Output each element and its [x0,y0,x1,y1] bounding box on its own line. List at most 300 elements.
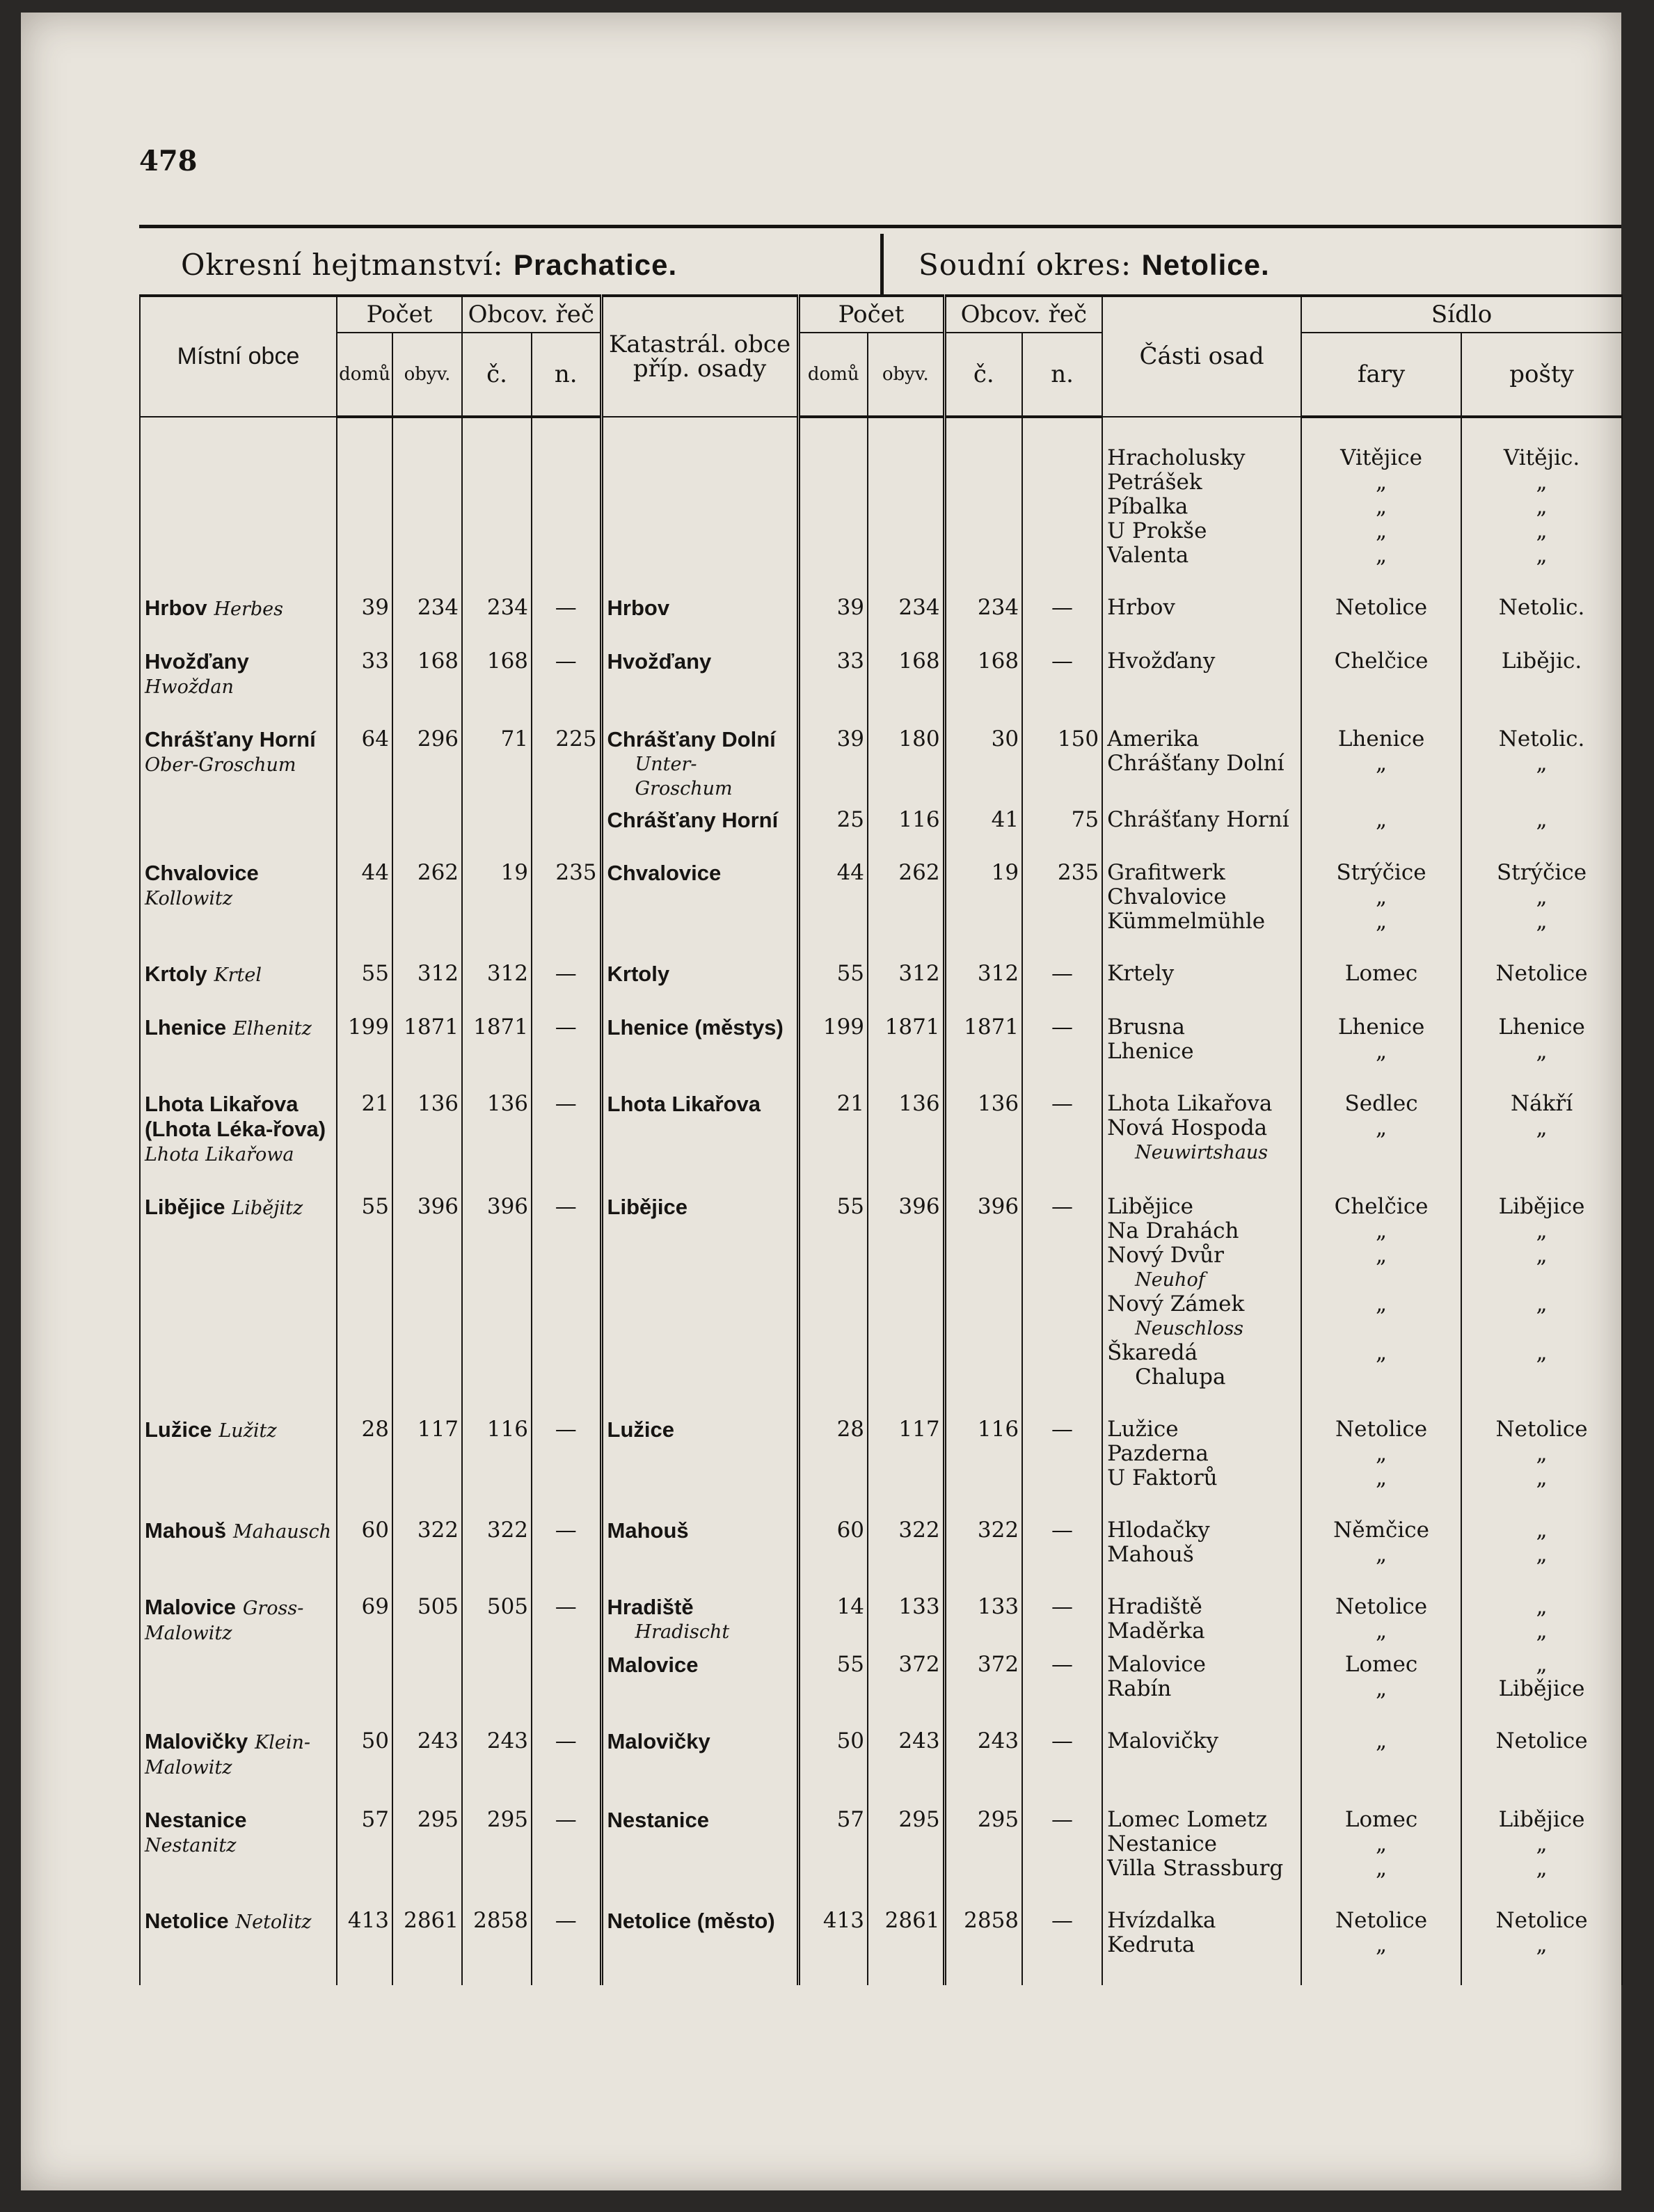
spacer-cell [337,1780,392,1808]
sidlo-posty-line [1466,1268,1617,1292]
spacer-cell [1022,1390,1102,1417]
obec-name: Hvožďany [145,649,249,674]
obec-cell [140,808,337,833]
obec-cesky: 234 [462,596,532,621]
row-spacer [140,1064,1622,1092]
spacer-cell [462,1567,532,1595]
spacer-cell [1022,621,1102,649]
header-n-2: n. [1022,333,1102,417]
obec-obyv: 295 [392,1808,462,1881]
header-obyv: obyv. [392,333,462,417]
sidlo-fary [1301,1195,1461,1390]
sidlo-posty-line: „ [1536,1831,1548,1856]
table-row [140,649,1622,699]
spacer-cell [1102,987,1301,1015]
spacer-cell [601,987,798,1015]
sidlo-posty-line: Netolice [1495,1728,1588,1753]
katastr-german: Hradischt [635,1621,730,1643]
sidlo-fary [1301,1909,1461,1957]
spacer-cell [1301,987,1461,1015]
obec-domu: 69 [337,1595,392,1646]
katastr-obyv: 312 [868,962,944,987]
sidlo-fary-line: „ [1376,1115,1387,1140]
spacer-cell [140,1390,337,1417]
spacer-cell [337,1701,392,1729]
spacer-cell [392,1490,462,1518]
spacer-cell [1102,621,1301,649]
spacer-cell [944,987,1022,1015]
spacer-cell [337,833,392,861]
sidlo-fary [1301,1653,1461,1701]
obec-german: Krtel [214,964,262,986]
casti-osad-line: Nový Dvůr [1107,1243,1224,1268]
obec-cesky [462,446,532,568]
obec-obyv: 136 [392,1092,462,1167]
katastr-name: Chrášťany Horní [607,808,779,832]
header-pocet: Počet [337,296,462,333]
table-row [140,1092,1622,1167]
spacer-cell [392,417,462,446]
obec-cesky: 243 [462,1729,532,1780]
sidlo-posty [1461,1909,1622,1957]
spacer-cell [337,1646,392,1653]
casti-osad [1102,962,1301,987]
spacer-cell [944,699,1022,727]
spacer-cell [601,934,798,962]
sidlo-posty [1461,727,1622,801]
obec-cell [140,861,337,934]
spacer-cell [601,1064,798,1092]
katastr-domu: 55 [798,1195,868,1390]
obec-domu: 55 [337,1195,392,1390]
katastr-cesky: 41 [944,808,1022,833]
obec-german: Nestanitz [145,1835,237,1856]
obec-nemecky: — [532,649,601,699]
spacer-cell [868,699,944,727]
sidlo-fary [1301,1092,1461,1167]
spacer-cell [1102,934,1301,962]
spacer-cell [462,1646,532,1653]
sidlo-posty-line: Lhenice [1498,1015,1585,1040]
table-row [140,446,1622,568]
obec-domu: 44 [337,861,392,934]
spacer-cell [601,621,798,649]
sidlo-fary-line [1306,1140,1456,1165]
obec-name: Chvalovice [145,861,259,885]
table-row [140,1909,1622,1957]
spacer-cell [944,1490,1022,1518]
spacer-cell [1102,1780,1301,1808]
spacer-cell [1461,1567,1622,1595]
spacer-cell [1022,1064,1102,1092]
spacer-cell [337,1567,392,1595]
header-domu-2: domů [798,333,868,417]
spacer-cell [140,1490,337,1518]
obec-name: Hrbov [145,596,207,620]
sidlo-fary-line: „ [1376,470,1387,495]
obec-cell [140,1518,337,1567]
spacer-cell [868,1064,944,1092]
spacer-cell [532,987,601,1015]
casti-osad-line: U Prokše [1107,518,1207,543]
spacer-cell [601,1390,798,1417]
sidlo-posty-line: „ [1536,1932,1548,1957]
spacer-cell [1102,568,1301,596]
spacer-cell [1461,1780,1622,1808]
katastr-cesky: 322 [944,1518,1022,1567]
spacer-cell [337,568,392,596]
sidlo-fary-line [1306,1365,1456,1390]
spacer-cell [337,417,392,446]
obec-german: Klein-Malowitz [145,1732,310,1779]
district-label-text: Okresní hejtmanství: [181,248,504,282]
casti-osad-line: Pazderna [1107,1441,1209,1466]
spacer-cell [1461,1064,1622,1092]
sidlo-fary-line [1306,1268,1456,1292]
spacer-cell [392,1167,462,1195]
sidlo-fary-line: „ [1376,1441,1387,1466]
katastr-name: Lužice [607,1417,674,1442]
spacer-cell [868,934,944,962]
spacer-cell [798,621,868,649]
sidlo-posty [1461,1195,1622,1390]
sidlo-posty-line: Netolice [1495,1908,1588,1933]
spacer-cell [1461,699,1622,727]
header-sidlo: Sídlo [1301,296,1622,333]
katastr-cell [601,1595,798,1646]
spacer-cell [392,568,462,596]
casti-osad-line: Lhenice [1107,1039,1194,1064]
obec-name: Mahouš [145,1518,227,1543]
spacer-cell [462,417,532,446]
sidlo-fary [1301,1417,1461,1490]
spacer-cell [337,1064,392,1092]
spacer-cell [1301,1567,1461,1595]
spacer-cell [1102,1701,1301,1729]
obec-cell [140,1808,337,1881]
obec-cell [140,1092,337,1167]
sidlo-posty-line: Libějice [1498,1807,1585,1832]
katastr-domu: 39 [798,727,868,801]
spacer-cell [532,1490,601,1518]
spacer-cell [532,1881,601,1909]
casti-osad-line: Malovičky [1107,1728,1218,1753]
katastr-cesky: 312 [944,962,1022,987]
katastr-nemecky: 75 [1022,808,1102,833]
row-spacer [140,568,1622,596]
spacer-cell [532,1567,601,1595]
spacer-cell [1461,833,1622,861]
obec-domu [337,1653,392,1701]
spacer-cell [462,833,532,861]
spacer-cell [1022,987,1102,1015]
spacer-cell [532,1701,601,1729]
katastr-domu: 57 [798,1808,868,1881]
sidlo-posty-line: Vitějic. [1503,445,1580,470]
spacer-cell [1022,699,1102,727]
katastr-domu: 413 [798,1909,868,1957]
spacer-cell [337,1490,392,1518]
page [21,13,1621,2190]
spacer-cell [798,1780,868,1808]
obec-name: Malovice [145,1595,236,1619]
spacer-cell [462,1881,532,1909]
obec-nemecky: — [532,1092,601,1167]
sidlo-posty-line: „ [1536,494,1548,519]
katastr-nemecky: — [1022,1909,1102,1957]
spacer-cell [868,1780,944,1808]
spacer-cell [1301,833,1461,861]
spacer-cell [392,1064,462,1092]
spacer-cell [140,1646,337,1653]
sidlo-fary-line: „ [1376,1542,1387,1567]
obec-name: Lhenice [145,1015,227,1040]
spacer-cell [944,1881,1022,1909]
sidlo-fary-line: „ [1376,807,1387,832]
spacer-cell [462,1390,532,1417]
obec-obyv [392,808,462,833]
obec-german: Elhenitz [233,1018,312,1040]
spacer-cell [392,833,462,861]
casti-osad [1102,1015,1301,1064]
spacer-cell [798,934,868,962]
obec-nemecky [532,808,601,833]
sidlo-posty-line: Netolice [1495,961,1588,986]
spacer-cell [392,1701,462,1729]
spacer-cell [944,417,1022,446]
spacer-cell [532,1064,601,1092]
sidlo-fary-line [1306,1316,1456,1341]
table-row [140,1595,1622,1646]
katastr-domu [798,446,868,568]
sidlo-posty [1461,808,1622,833]
spacer-cell [392,1957,462,1985]
casti-osad-line: Nová Hospoda [1107,1115,1268,1140]
spacer-cell [944,1957,1022,1985]
obec-obyv [392,1653,462,1701]
sidlo-posty-line: Libějice [1498,1676,1585,1701]
casti-osad [1102,649,1301,699]
sidlo-fary-line: Lomec [1344,1652,1418,1677]
katastr-german: Unter-Groschum [635,754,733,799]
sidlo-fary-line: Chelčice [1334,649,1429,674]
spacer-cell [392,1567,462,1595]
spacer-cell [868,1567,944,1595]
obec-cesky: 2858 [462,1909,532,1957]
katastr-obyv: 1871 [868,1015,944,1064]
sidlo-posty [1461,649,1622,699]
spacer-cell [944,1167,1022,1195]
sidlo-posty [1461,1092,1622,1167]
casti-osad-line: Kedruta [1107,1932,1195,1957]
sidlo-fary-line: „ [1376,751,1387,776]
sidlo-posty [1461,1015,1622,1064]
sidlo-posty [1461,1595,1622,1646]
spacer-cell [944,833,1022,861]
sidlo-posty-line: „ [1536,751,1548,776]
spacer-cell [1301,1881,1461,1909]
sidlo-fary-line: Netolice [1335,1417,1428,1442]
sidlo-fary-line: „ [1376,543,1387,568]
sidlo-posty-line: „ [1536,1340,1548,1365]
obec-german: Lužitz [218,1420,277,1442]
spacer-cell [1461,987,1622,1015]
casti-osad-line: Kümmelmühle [1107,909,1266,934]
katastr-cesky: 136 [944,1092,1022,1167]
spacer-cell [462,1490,532,1518]
obec-name: Krtoly [145,962,207,986]
katastr-cell [601,649,798,699]
spacer-cell [601,1167,798,1195]
obec-cesky: 322 [462,1518,532,1567]
obec-nemecky: — [532,1518,601,1567]
obec-german: Hwoždan [145,676,234,698]
spacer-cell [337,934,392,962]
katastr-name: Krtoly [607,962,670,986]
spacer-cell [798,987,868,1015]
katastr-domu: 199 [798,1015,868,1064]
spacer-cell [601,699,798,727]
katastr-name: Hradiště [607,1595,694,1619]
katastr-domu: 33 [798,649,868,699]
spacer-cell [1022,1567,1102,1595]
katastr-domu: 60 [798,1518,868,1567]
banner-divider [880,234,884,296]
spacer-cell [337,1881,392,1909]
spacer-cell [868,568,944,596]
katastr-cesky: 168 [944,649,1022,699]
spacer-cell [1461,417,1622,446]
sidlo-fary-line: Lomec [1344,961,1418,986]
obec-cell [140,1729,337,1780]
obec-obyv: 1871 [392,1015,462,1064]
sidlo-fary-line: Vitějice [1340,445,1422,470]
sidlo-fary [1301,1729,1461,1780]
spacer-cell [601,1701,798,1729]
sidlo-posty [1461,962,1622,987]
spacer-cell [337,987,392,1015]
spacer-cell [532,934,601,962]
katastr-nemecky: 235 [1022,861,1102,934]
katastr-cell [601,1518,798,1567]
casti-osad [1102,1729,1301,1780]
sidlo-posty-line [1466,1365,1617,1390]
court-label-text: Soudní okres: [919,248,1132,282]
katastr-name: Nestanice [607,1808,709,1832]
obec-obyv: 168 [392,649,462,699]
spacer-cell [601,1780,798,1808]
sidlo-posty-line: „ [1536,1115,1548,1140]
spacer-cell [1301,1064,1461,1092]
spacer-cell [392,1881,462,1909]
casti-osad-line: Nestanice [1107,1831,1217,1856]
casti-osad-line: Krtely [1107,961,1175,986]
spacer-cell [140,417,337,446]
spacer-cell [1022,1780,1102,1808]
spacer-cell [1102,1490,1301,1518]
spacer-cell [601,801,798,808]
district-label [181,248,677,282]
spacer-cell [868,1167,944,1195]
sidlo-posty-line: „ [1536,1218,1548,1243]
casti-osad [1102,808,1301,833]
obec-cell [140,1595,337,1646]
spacer-cell [1301,1701,1461,1729]
katastr-obyv: 372 [868,1653,944,1701]
katastr-nemecky: — [1022,1518,1102,1567]
spacer-cell [601,1957,798,1985]
spacer-cell [1102,1390,1301,1417]
district-value: Prachatice. [514,248,678,281]
katastr-nemecky: — [1022,1653,1102,1701]
spacer-cell [1102,417,1301,446]
row-spacer [140,1957,1622,1985]
sidlo-fary-line: Sedlec [1344,1091,1418,1116]
obec-domu: 413 [337,1909,392,1957]
obec-german: Lhota Likařowa [145,1144,294,1165]
sidlo-posty-line: „ [1536,884,1548,909]
katastr-name: Malovičky [607,1729,710,1753]
spacer-cell [532,1646,601,1653]
casti-osad-line: Hvožďany [1107,649,1216,674]
sidlo-fary [1301,861,1461,934]
casti-osad-line: Nový Zámek [1107,1291,1245,1316]
obec-cesky: 136 [462,1092,532,1167]
obec-domu: 28 [337,1417,392,1490]
sidlo-fary-line: „ [1376,1340,1387,1365]
spacer-cell [601,568,798,596]
spacer-cell [1022,568,1102,596]
spacer-cell [140,568,337,596]
header-obcov-rec: Obcov. řeč [462,296,601,333]
spacer-cell [392,1646,462,1653]
spacer-cell [601,833,798,861]
katastr-nemecky: — [1022,1729,1102,1780]
katastr-obyv: 396 [868,1195,944,1390]
table-row [140,1015,1622,1064]
obec-cesky [462,1653,532,1701]
spacer-cell [462,1064,532,1092]
katastr-obyv: 117 [868,1417,944,1490]
casti-osad-line: Chvalovice [1107,884,1227,909]
spacer-cell [944,1064,1022,1092]
spacer-cell [140,699,337,727]
katastr-cell [601,446,798,568]
spacer-cell [140,1881,337,1909]
table-body [140,417,1622,1985]
katastr-domu: 55 [798,962,868,987]
katastr-obyv: 136 [868,1092,944,1167]
obec-nemecky: — [532,1909,601,1957]
spacer-cell [1102,1957,1301,1985]
sidlo-posty-line: „ [1536,518,1548,543]
obec-cell [140,1909,337,1957]
spacer-cell [798,568,868,596]
obec-cell [140,1195,337,1390]
obec-cesky: 19 [462,861,532,934]
spacer-cell [532,699,601,727]
obec-cesky: 71 [462,727,532,801]
obec-obyv: 322 [392,1518,462,1567]
sidlo-posty-line [1466,1316,1617,1341]
spacer-cell [140,1780,337,1808]
spacer-cell [337,1167,392,1195]
sidlo-posty-line: Netolic. [1498,595,1585,620]
katastr-nemecky: — [1022,1417,1102,1490]
sidlo-posty [1461,1518,1622,1567]
spacer-cell [1022,934,1102,962]
obec-nemecky: — [532,962,601,987]
